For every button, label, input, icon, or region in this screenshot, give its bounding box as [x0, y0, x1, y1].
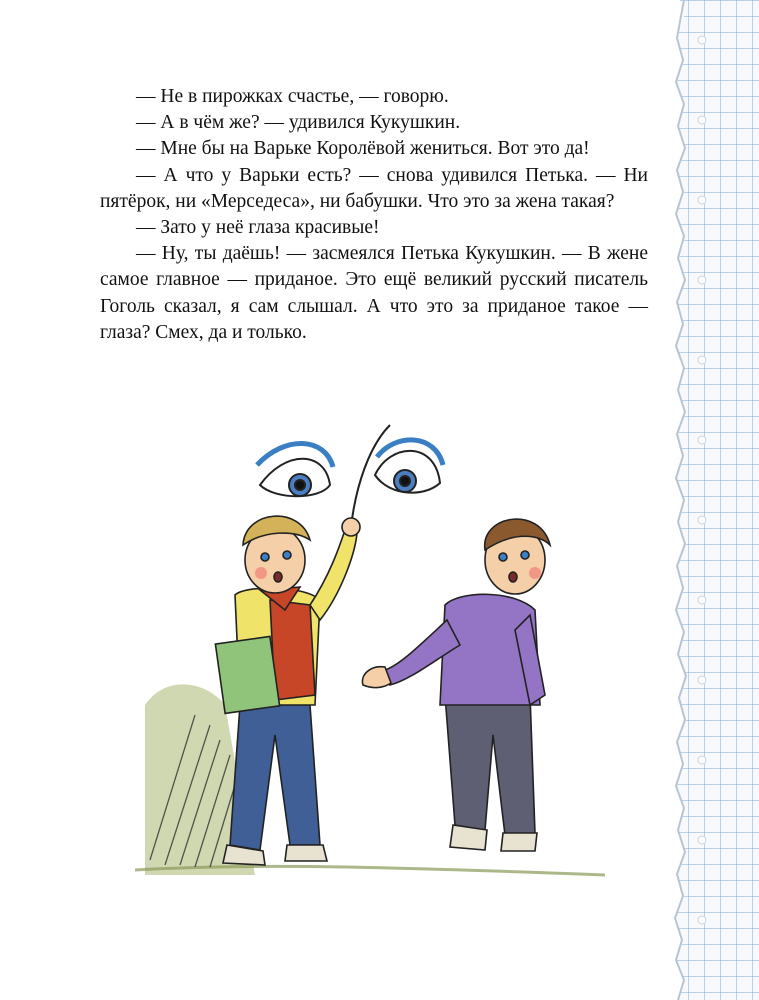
right-boy [362, 519, 550, 851]
paragraph-4: — А что у Варьки есть? — снова удивился Петька. — Ни пятёрок, ни «Мерседеса», ни бабушки. Что это за жена такая? [100, 164, 648, 212]
illustration [135, 405, 615, 925]
story-text [100, 84, 648, 346]
paragraph-5: — Зато у неё глаза красивые! [136, 217, 380, 239]
left-boy [215, 516, 360, 865]
book [215, 636, 279, 713]
floating-eyes [257, 440, 443, 496]
paragraph-2: — А в чём же? — удивился Кукушкин. [136, 112, 461, 134]
paragraph-1: — Не в пирожках счастье, — говорю. [136, 86, 449, 107]
notebook-strip [640, 0, 759, 1000]
paragraph-6: — Ну, ты даёшь! — засмеялся Петька Кукушкин. — В жене самое главное — приданое. Это ещё великий русский писатель Гоголь сказал, я сам слышал. А что это за приданое такое — глаза? Смех, да и только. [100, 243, 648, 343]
paragraph-3: — Мне бы на Варьке Королёвой жениться. Вот это да! [136, 138, 590, 160]
open-hand [362, 667, 391, 688]
